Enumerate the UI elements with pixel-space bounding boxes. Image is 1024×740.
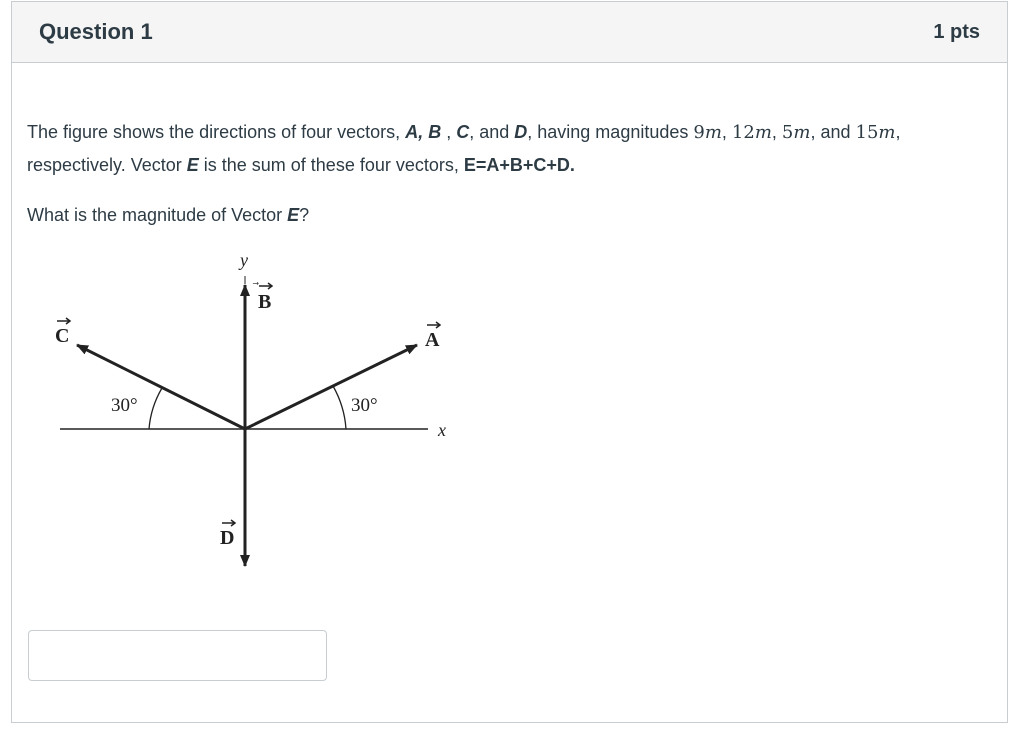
vector-b-name: B bbox=[428, 122, 442, 142]
vector-c-name: C bbox=[456, 122, 470, 142]
sum-equation: E=A+B+C+D. bbox=[463, 155, 575, 175]
vector-a-overarrow bbox=[427, 322, 440, 328]
question-header bbox=[12, 2, 1007, 63]
angle-arc-left bbox=[149, 388, 162, 429]
vector-b-arrow-glyph bbox=[252, 282, 259, 285]
question-points: 1 pts bbox=[933, 20, 980, 43]
vector-c-arrow bbox=[77, 345, 245, 429]
magnitude-d: 15m bbox=[855, 122, 896, 143]
vector-a-label: A bbox=[425, 329, 440, 351]
vector-e-name-ask: E bbox=[287, 205, 300, 225]
question-text bbox=[27, 116, 977, 232]
magnitude-b: 12m bbox=[731, 122, 772, 143]
answer-input[interactable] bbox=[28, 630, 327, 681]
question-prompt: The figure shows the directions of four vectors, A, B , C, and D, having magnitudes 9m, 12m, 5m, and 15m, respectively. Vector E is the sum of these four vectors, E=A+B+C+D. bbox=[27, 122, 901, 175]
vector-d-label: D bbox=[220, 527, 235, 549]
vector-d-overarrow bbox=[222, 520, 235, 526]
x-axis-label: x bbox=[438, 420, 446, 440]
angle-label-left: 30° bbox=[111, 395, 138, 416]
question-ask: What is the magnitude of Vector E? bbox=[27, 205, 310, 225]
magnitude-a: 9m bbox=[693, 122, 722, 143]
y-axis-label: y bbox=[240, 250, 248, 270]
question-title: Question 1 bbox=[39, 19, 153, 44]
vector-e-name: E bbox=[186, 155, 199, 175]
vector-b-label: B bbox=[258, 291, 272, 313]
angle-label-right: 30° bbox=[351, 395, 378, 416]
vector-c-overarrow bbox=[57, 318, 70, 324]
vector-a-arrow bbox=[245, 345, 417, 429]
vector-diagram bbox=[44, 248, 464, 578]
angle-arc-right bbox=[333, 386, 346, 429]
vector-b-overarrow bbox=[259, 283, 272, 289]
vector-a-name: A bbox=[405, 122, 419, 142]
vector-c-label: C bbox=[55, 325, 70, 347]
vector-d-name: D bbox=[514, 122, 528, 142]
magnitude-c: 5m bbox=[781, 122, 811, 143]
